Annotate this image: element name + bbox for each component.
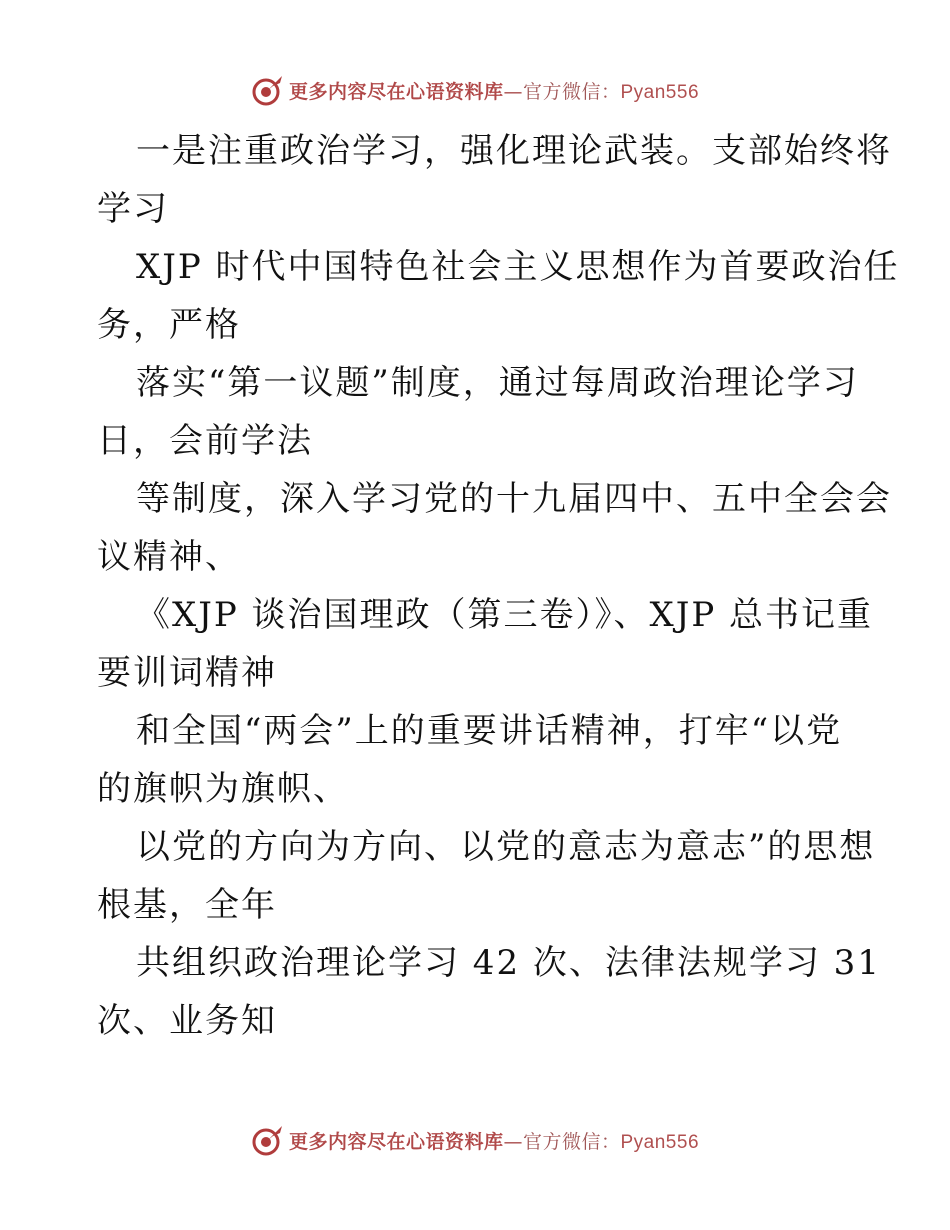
footer-banner [0,1120,950,1160]
header-text [289,77,699,104]
text-line: 日，会前学法 [97,421,313,461]
footer-separator: — [503,1130,523,1153]
header-banner [0,70,950,110]
text-line: 要训词精神 [97,653,277,693]
text-line: 以党的方向为方向、以党的意志为意志”的思想 [136,827,876,867]
header-brand: 更多内容尽在心语资料库 [288,80,504,103]
text-line: 根基，全年 [97,885,277,925]
text-line: 学习 [97,189,169,229]
text-line: 务，严格 [97,305,241,345]
header-separator: — [503,80,523,103]
text-line: 一是注重政治学习，强化理论武装。支部始终将 [136,131,892,171]
footer-wechat-label: 官方微信： [522,1130,621,1153]
footer-wechat-id: Pyan556 [620,1131,700,1153]
text-line: 《XJP 谈治国理政（第三卷）》、XJP 总书记重 [136,595,874,635]
document-body [97,122,900,1050]
footer-text [289,1127,699,1154]
text-line: 次、业务知 [97,1001,277,1041]
text-line: 的旗帜为旗帜、 [97,769,349,809]
text-line: 共组织政治理论学习 42 次、法律法规学习 31 [136,943,881,983]
header-wechat-label: 官方微信： [522,80,621,103]
text-line: 等制度，深入学习党的十九届四中、五中全会会 [136,479,892,519]
quill-logo-icon [251,1123,285,1157]
text-line: XJP 时代中国特色社会主义思想作为首要政治任 [136,247,900,287]
text-line: 落实“第一议题”制度，通过每周政治理论学习 [136,363,859,403]
text-line: 议精神、 [97,537,241,577]
footer-brand: 更多内容尽在心语资料库 [288,1130,504,1153]
header-wechat-id: Pyan556 [620,81,700,103]
text-line: 和全国“两会”上的重要讲话精神，打牢“以党 [136,711,843,751]
quill-logo-icon [251,73,285,107]
